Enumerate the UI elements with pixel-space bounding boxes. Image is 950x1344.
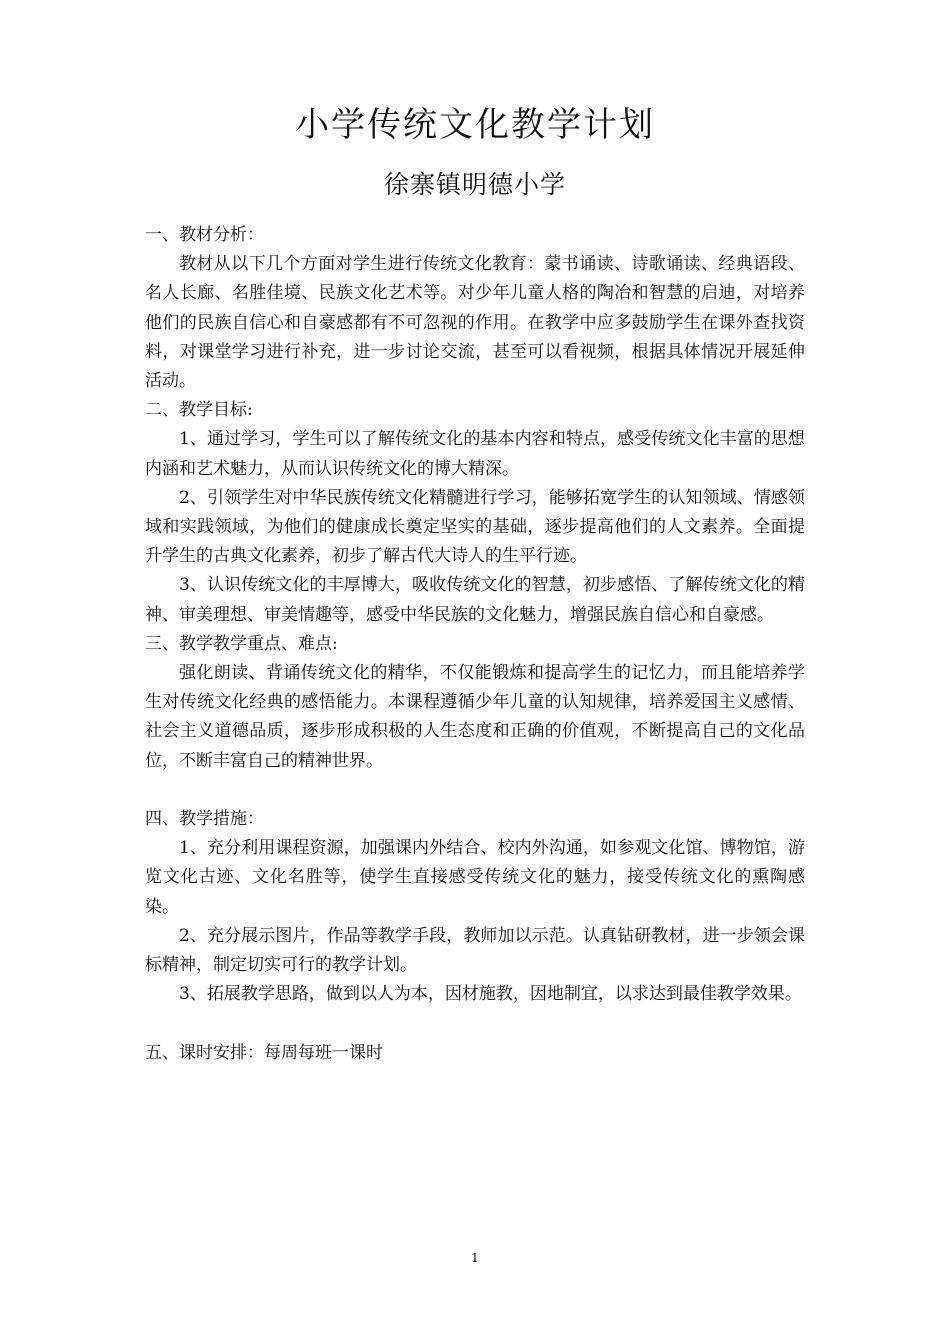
blank-line	[145, 1009, 805, 1038]
section-heading-measures: 四、教学措施：	[145, 809, 264, 830]
document-title: 小学传统文化教学计划	[295, 105, 655, 145]
section-heading-materials: 一、教材分析：	[145, 225, 264, 245]
measure-item-3: 3、拓展教学思路，做到以人为本，因材施教，因地制宜，以求达到最佳教学效果。	[179, 984, 802, 1005]
document-subtitle: 徐寨镇明德小学	[383, 170, 566, 199]
blank-line	[145, 776, 805, 805]
goal-item-1: 1、通过学习，学生可以了解传统文化的基本内容和特点，感受传统文化丰富的思想内涵和艺术魅力，从而认识传统文化的博大精深。	[145, 429, 805, 479]
measure-item-2: 2、充分展示图片，作品等教学手段，教师加以示范。认真钻研教材，进一步领会课标精神，制定切实可行的教学计划。	[145, 925, 805, 976]
goal-item-2: 2、引领学生对中华民族传统文化精髓进行学习，能够拓宽学生的认知领域、情感领域和实践领域，为他们的健康成长奠定坚实的基础，逐步提高他们的人文素养。全面提升学生的古典文化素养，初步了解古代大诗人的生平行迹。	[145, 487, 805, 567]
section-heading-schedule: 五、课时安排：每周每班一课时	[145, 1042, 383, 1063]
paragraph-key-points: 强化朗读、背诵传统文化的精华，不仅能锻炼和提高学生的记忆力，而且能培养学生对传统文化经典的感悟能力。本课程遵循少年儿童的认知规律，培养爱国主义感情、社会主义道德品质，逐步形成积极的人生态度和正确的价值观，不断提高自己的文化品位，不断丰富自己的精神世界。	[145, 663, 805, 771]
document-body	[145, 221, 805, 1068]
measure-item-1: 1、充分利用课程资源，加强课内外结合、校内外沟通，如参观文化馆、博物馆，游览文化古迹、文化名胜等，使学生直接感受传统文化的魅力，接受传统文化的熏陶感染。	[145, 838, 805, 917]
goal-item-3: 3、认识传统文化的丰厚博大，吸收传统文化的智慧，初步感悟、了解传统文化的精神、审美理想、审美情趣等，感受中华民族的文化魅力，增强民族自信心和自豪感。	[145, 575, 805, 625]
section-heading-key-points: 三、教学教学重点、难点:	[145, 633, 338, 654]
section-heading-goals: 二、教学目标:	[145, 400, 253, 421]
page-number: 1	[471, 1251, 479, 1265]
paragraph-materials: 教材从以下几个方面对学生进行传统文化教育：蒙书诵读、诗歌诵读、经典语段、名人长廊、名胜佳境、民族文化艺术等。对少年儿童人格的陶冶和智慧的启迪，对培养他们的民族自信心和自豪感都有不可忽视的作用。在教学中应多鼓励学生在课外查找资料，对课堂学习进行补充，进一步讨论交流，甚至可以看视频，根据具体情况开展延伸活动。	[145, 254, 805, 392]
